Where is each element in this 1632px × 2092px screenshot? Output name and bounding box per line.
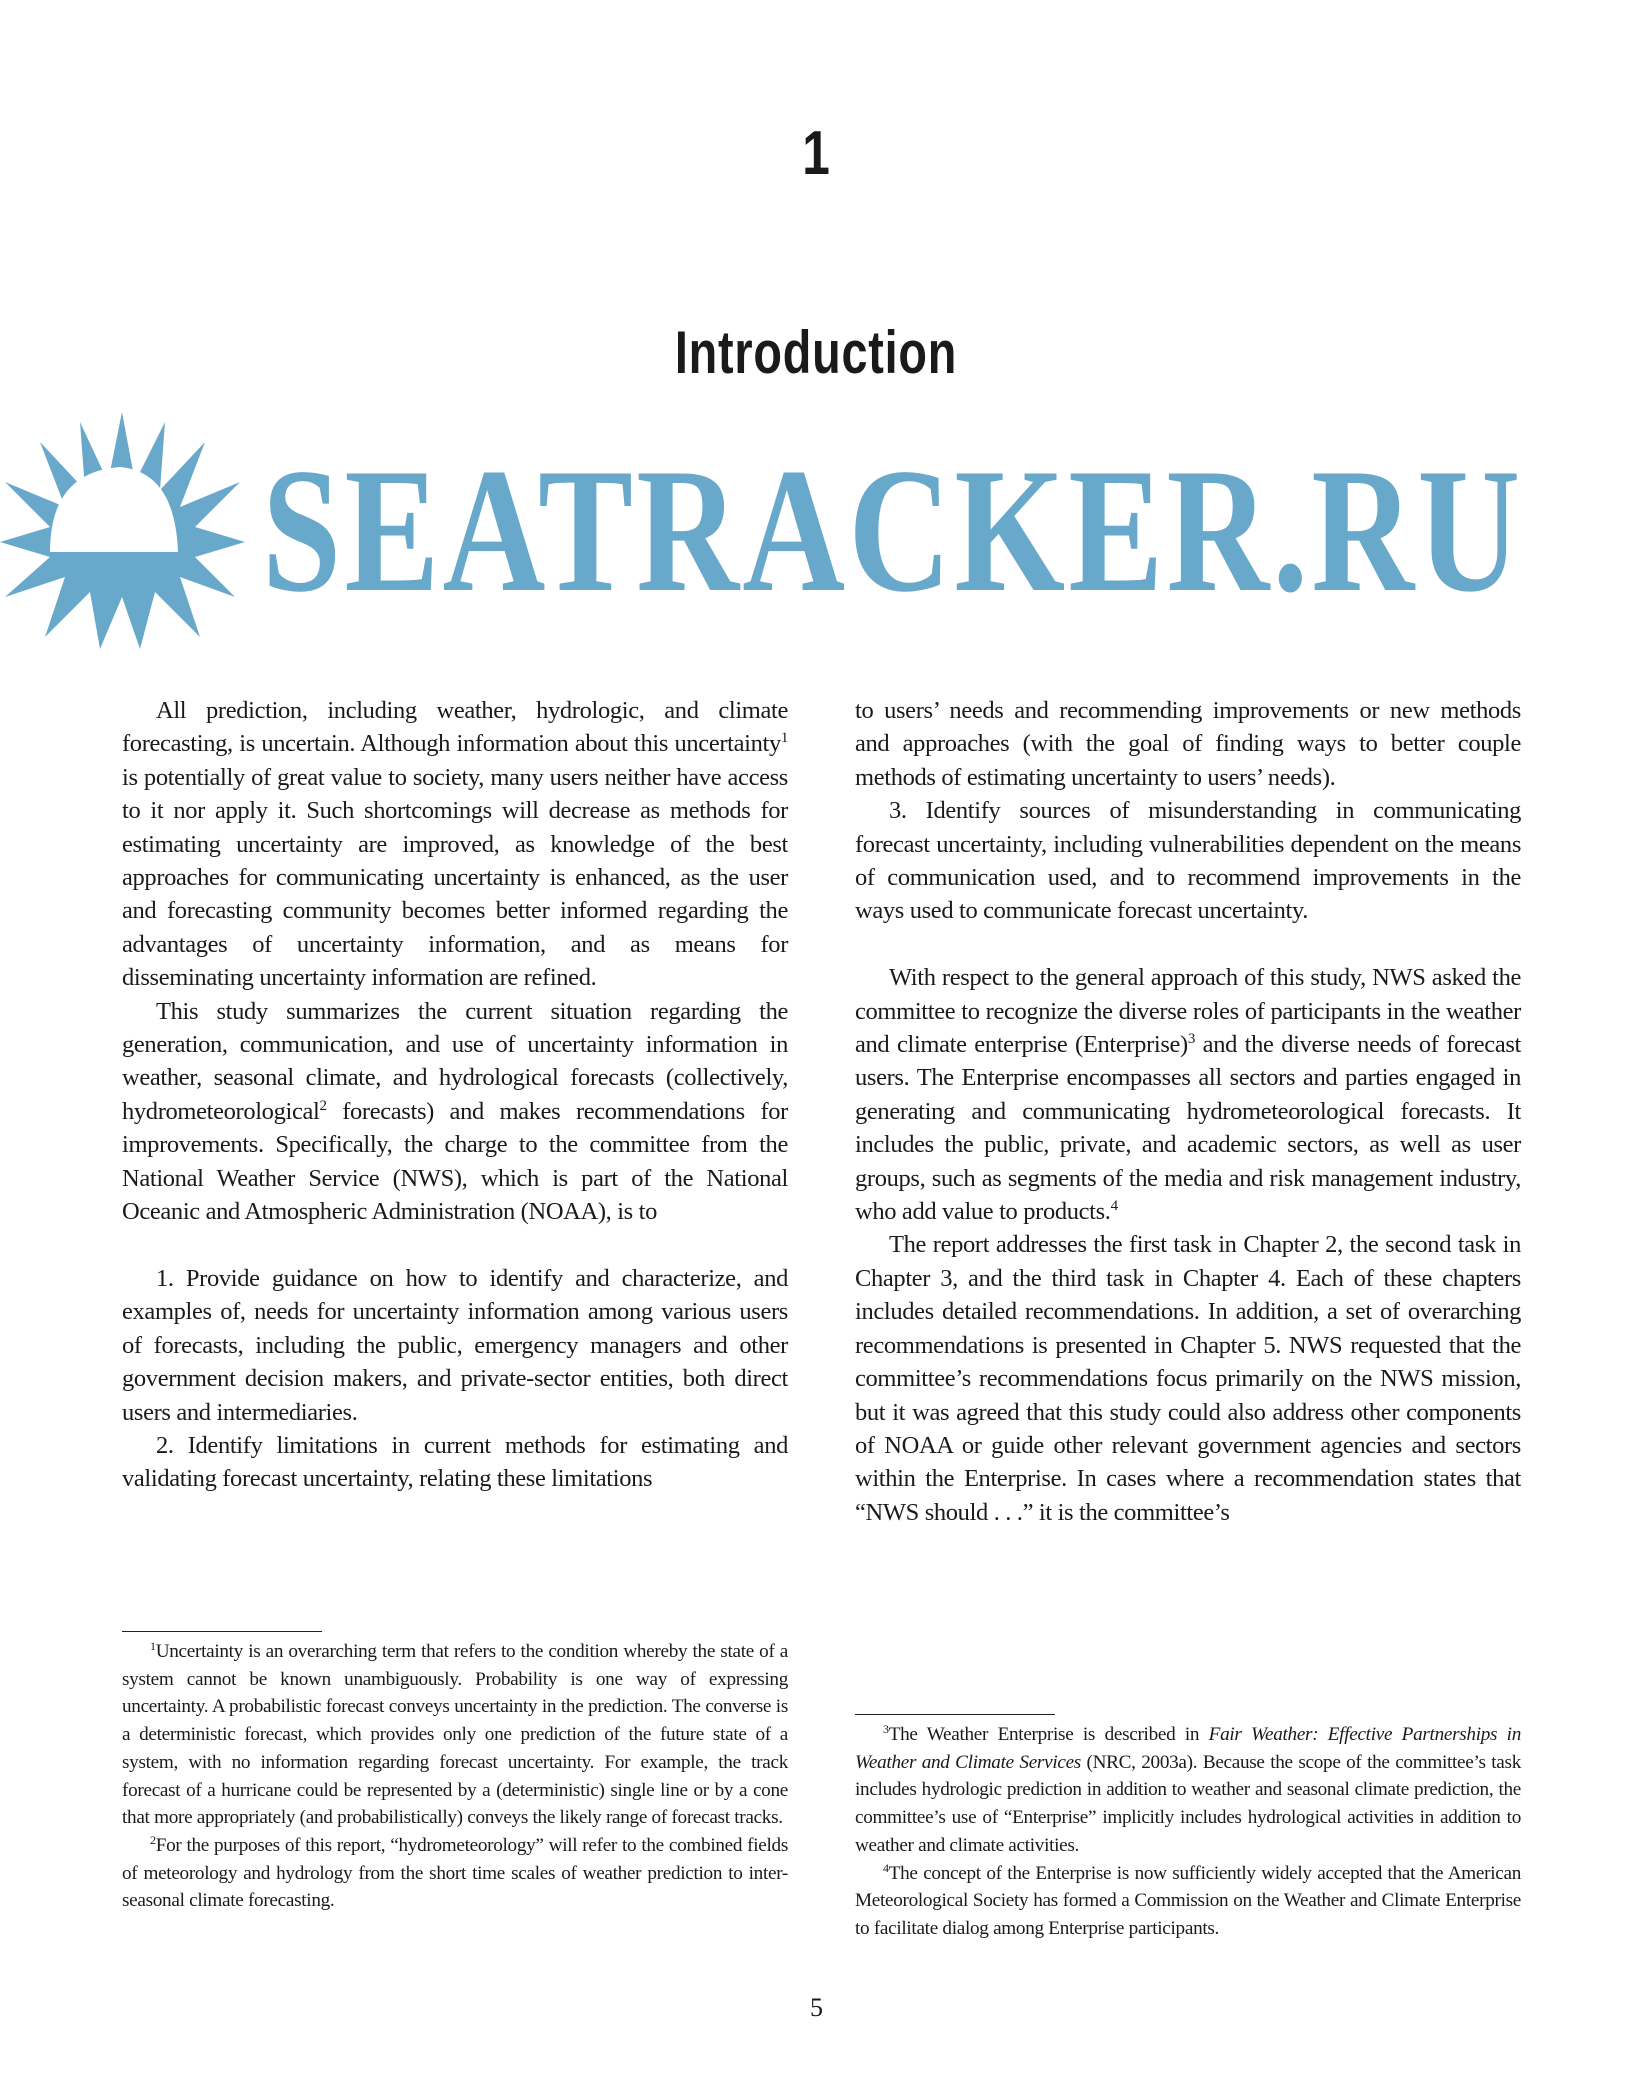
footnote-number: 2 [150,1832,156,1847]
text: With respect to the general approach of this study, NWS asked the committee to recognize the diverse roles of participants in the weather and climate enterprise (Enterprise) [855,964,1521,1059]
text: The Weather Enterprise is described in [888,1724,1209,1745]
starburst-watermark-icon [0,412,245,649]
text: The concept of the Enterprise is now sufficiently widely accepted that the American Meteorological Society has formed a Commission on the Weather and Climate Enterprise to facilitate dialog among Enterprise participants. [855,1862,1521,1939]
text: Uncertainty is an overarching term that refers to the condition whereby the state of a system cannot be known unambiguously. Probability is one way of expressing uncertainty. A probabilistic forecast conveys uncertainty in the prediction. The converse is a deterministic forecast, which provides only one prediction of the future state of a system, with no information regarding forecast uncertainty. For example, the track forecast of a hurricane could be represented by a (deterministic) single line or by a cone that more appropriately (and probabilistically) conveys the likely range of forecast tracks. [122,1641,788,1829]
chapter-number: 1 [802,119,830,188]
paragraph-2 [122,995,788,1229]
left-column [122,694,788,1496]
chapter-title: Introduction [674,319,958,386]
footnote-3 [855,1721,1521,1860]
text: forecasts) and makes recommendations for improvements. Specifically, the charge to the committee from the National Weather Service (NWS), which is part of the National Oceanic and Atmospheric Administration (NOAA), is to [122,1097,788,1226]
footnote-4 [855,1860,1521,1943]
footnote-number: 4 [883,1860,889,1875]
list-item-2-start: 2. Identify limitations in current methods for estimating and validating forecast uncertainty, relating these limitations [122,1431,788,1493]
text: This study summarizes the current situation regarding the generation, communication, and use of uncertainty information in weather, seasonal climate, and hydrological forecasts (collectively, hydrometeorological [122,997,788,1125]
footnote-number: 1 [150,1639,156,1653]
text: is potentially of great value to society, many users neither have access to it nor apply it. Such shortcomings will decrease as methods for estimating uncertainty are improved, as knowledge of the best approaches for communicating uncertainty is enhanced, as the user and forecasting community becomes better informed regarding the advantages of uncertainty information, and as means for disseminating uncertainty information are refined. [122,763,788,992]
footnotes-right [855,1721,1521,1943]
footnote-1 [122,1638,788,1832]
footnote-ref-2[interactable]: 2 [319,1097,327,1114]
footnote-number: 3 [883,1722,889,1736]
paragraph-3 [855,961,1521,1228]
footnote-2 [122,1832,788,1915]
paragraph-4: The report addresses the first task in Chapter 2, the second task in Chapter 3, and the third task in Chapter 4. Each of these chapters includes detailed recommendations. In addition, a set of overarching recommendations is presented in Chapter 5. NWS requested that the committee’s recommendations focus primarily on the NWS mission, but it was agreed that this study could also address other components of NOAA or guide other relevant government agencies and sectors within the Enterprise. In cases where a recommendation states that “NWS should . . .” it is the committee’s [855,1231,1521,1526]
list-item-2-end: to users’ needs and recommending improvements or new methods and approaches (with the goal of finding ways to better couple methods of estimating uncertainty to users’ needs). [855,697,1521,791]
book-title: Fair Weather: Effective Partnerships in Weather and Climate Services [855,1724,1521,1773]
text: For the purposes of this report, “hydrometeorology” will refer to the combined fields of meteorology and hydrology from the short time scales of weather prediction to inter-seasonal climate forecasting. [122,1834,788,1912]
text: and the diverse needs of forecast users. The Enterprise encompasses all sectors and parties engaged in generating and communicating hydrometeorological forecasts. It includes the public, private, and academic sectors, as well as user groups, such as segments of the media and risk management industry, who add value to products. [855,1031,1521,1226]
list-item-3: 3. Identify sources of misunderstanding in communicating forecast uncertainty, including vulnerabilities dependent on the means of communication used, and to recommend improvements in the ways used to communicate forecast uncertainty. [855,797,1521,925]
list-item-1: 1. Provide guidance on how to identify and characterize, and examples of, needs for uncertainty information among various users of forecasts, including the public, emergency managers and other government decision makers, and private-sector entities, both direct users and intermediaries. [122,1264,788,1426]
watermark-text: SEATRACKER.RU [262,431,1524,629]
footnote-divider-left [122,1631,322,1632]
text: All prediction, including weather, hydrologic, and climate forecasting, is uncertain. Although information about this uncertainty [122,697,788,758]
page-number: 5 [810,1993,823,2022]
footnote-ref-4[interactable]: 4 [1110,1198,1118,1215]
text: (NRC, 2003a). Because the scope of the committee’s task includes hydrologic prediction in addition to weather and seasonal climate prediction, the committee’s use of “Enterprise” implicitly includes hydrological activities in addition to weather and climate activities. [855,1751,1521,1856]
right-column [855,694,1521,1529]
footnotes-left [122,1638,788,1915]
footnote-ref-1[interactable]: 1 [780,730,788,747]
footnote-divider-right [855,1714,1055,1715]
paragraph-1 [122,694,788,995]
footnote-ref-3[interactable]: 3 [1187,1031,1196,1048]
